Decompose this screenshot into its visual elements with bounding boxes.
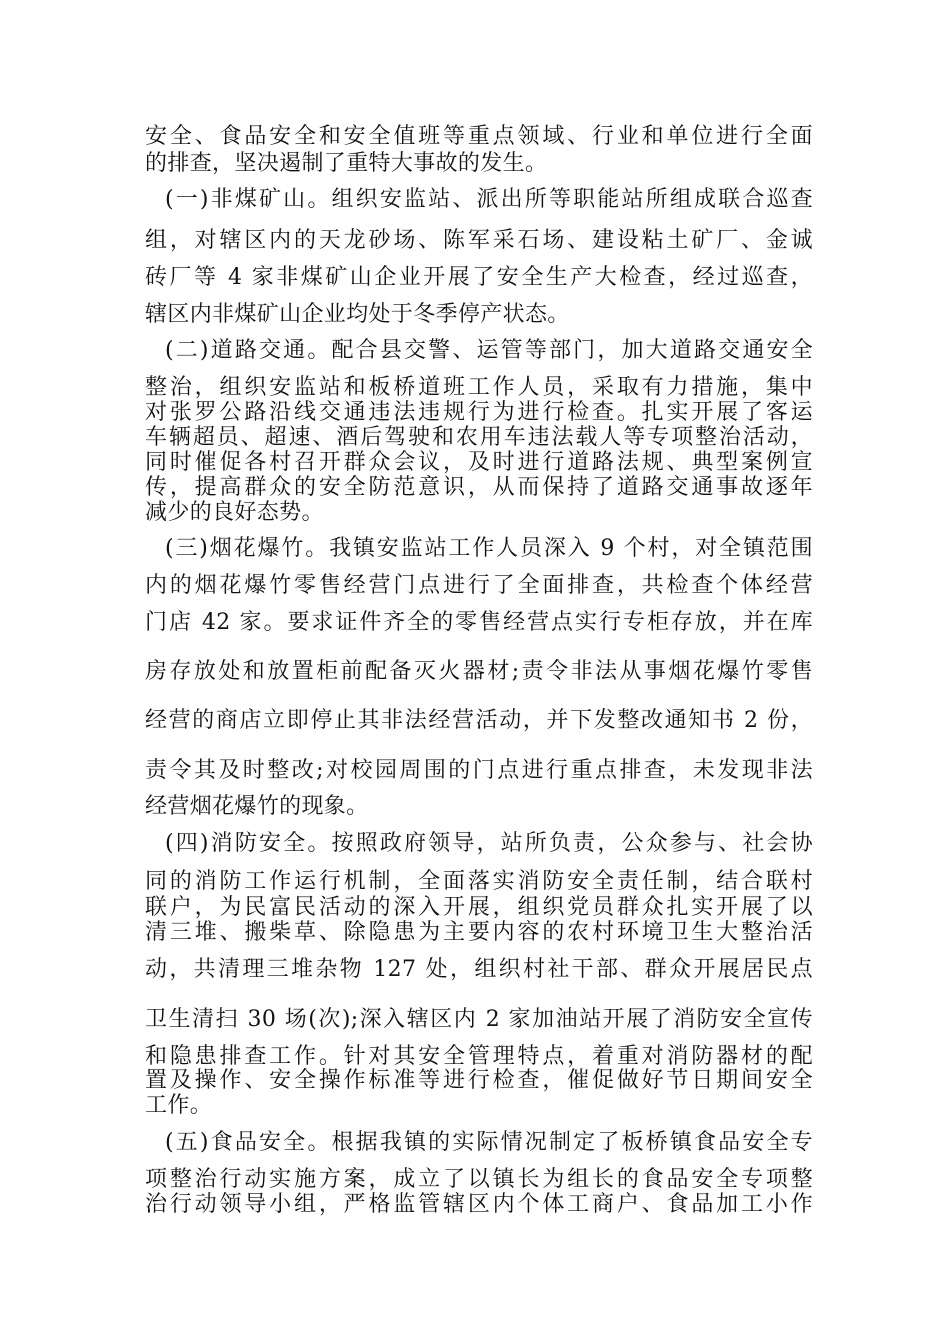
paragraph-3-start: (三)烟花爆竹。我镇安监站工作人员深入 9 个村，对全镇范围 [165,536,813,561]
text-line: 同时催促各村召开群众会议，及时进行道路法规、典型案例宣 [145,450,813,475]
text-line: 砖厂等 4 家非煤矿山企业开展了安全生产大检查，经过巡查， [145,265,813,290]
text-line: 联户，为民富民活动的深入开展，组织党员群众扎实开展了以 [145,895,813,920]
text-line: 对张罗公路沿线交通违法违规行为进行检查。扎实开展了客运 [145,400,813,425]
text-line: 整治，组织安监站和板桥道班工作人员，采取有力措施，集中 [145,375,813,400]
text-line: 卫生清扫 30 场(次);深入辖区内 2 家加油站开展了消防安全宣传 [145,1007,813,1032]
text-line: 和隐患排查工作。针对其安全管理特点，着重对消防器材的配 [145,1044,813,1069]
text-line: 经营的商店立即停止其非法经营活动，并下发整改通知书 2 份， [145,708,813,733]
text-line: 传，提高群众的安全防范意识，从而保持了道路交通事故逐年 [145,475,813,500]
text-line: 组，对辖区内的天龙砂场、陈军采石场、建设粘土矿厂、金诚 [145,228,813,253]
text-line: 辖区内非煤矿山企业均处于冬季停产状态。 [145,302,570,327]
text-line: 车辆超员、超速、酒后驾驶和农用车违法载人等专项整治活动， [145,425,813,450]
text-line: 房存放处和放置柜前配备灭火器材;责令非法从事烟花爆竹零售 [145,659,813,684]
text-line: 治行动领导小组，严格监管辖区内个体工商户、食品加工小作 [145,1192,813,1217]
paragraph-4-start: (四)消防安全。按照政府领导，站所负责，公众参与、社会协 [165,831,813,856]
text-line: 的排查，坚决遏制了重特大事故的发生。 [145,151,548,176]
paragraph-2-start: (二)道路交通。配合县交警、运管等部门，加大道路交通安全 [165,338,813,363]
text-line: 门店 42 家。要求证件齐全的零售经营点实行专柜存放，并在库 [145,610,813,635]
text-line: 经营烟花爆竹的现象。 [145,794,369,819]
text-line: 内的烟花爆竹零售经营门点进行了全面排查，共检查个体经营 [145,573,813,598]
text-line: 安全、食品安全和安全值班等重点领域、行业和单位进行全面 [145,124,813,149]
text-line: 同的消防工作运行机制，全面落实消防安全责任制，结合联村 [145,869,813,894]
text-line: 置及操作、安全操作标准等进行检查，催促做好节日期间安全 [145,1068,813,1093]
text-line: 减少的良好态势。 [145,500,324,525]
text-line: 工作。 [145,1093,213,1118]
paragraph-1-start: (一)非煤矿山。组织安监站、派出所等职能站所组成联合巡查 [165,187,813,212]
text-line: 动，共清理三堆杂物 127 处，组织村社干部、群众开展居民点 [145,957,813,982]
text-line: 责令其及时整改;对校园周围的门点进行重点排查，未发现非法 [145,758,813,783]
text-line: 项整治行动实施方案，成立了以镇长为组长的食品安全专项整 [145,1167,813,1192]
text-line: 清三堆、搬柴草、除隐患为主要内容的农村环境卫生大整治活 [145,920,813,945]
paragraph-5-start: (五)食品安全。根据我镇的实际情况制定了板桥镇食品安全专 [165,1130,813,1155]
